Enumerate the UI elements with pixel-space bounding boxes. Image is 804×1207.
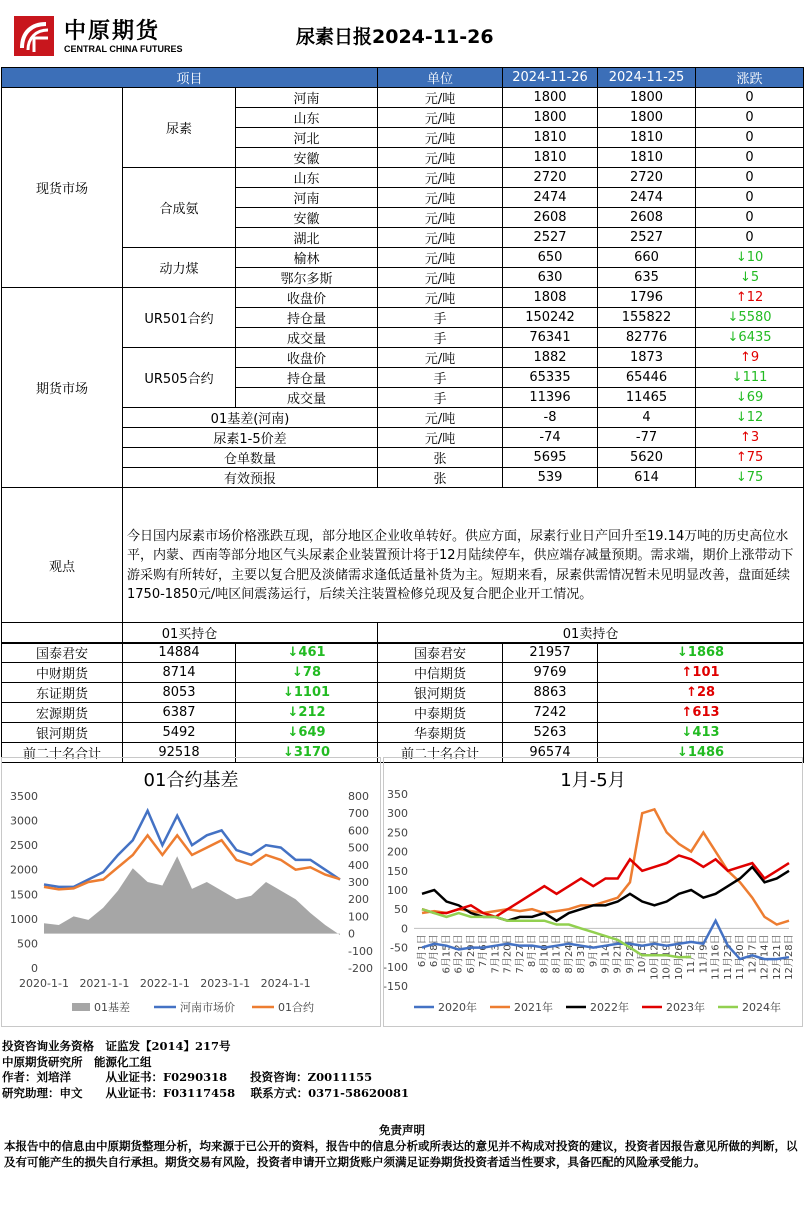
- x-tick: 11月23日: [722, 934, 734, 980]
- x-tick: 7月13日: [490, 934, 502, 974]
- legend-label: 2023年: [666, 1001, 705, 1014]
- broker-name: 中泰期货: [378, 703, 503, 723]
- metric-cell: 成交量: [236, 388, 378, 408]
- legend-label: 2021年: [514, 1001, 553, 1014]
- x-tick: 6月1日: [417, 934, 428, 968]
- y-tick: -150: [384, 980, 408, 993]
- x-tick: 8月24日: [563, 934, 575, 974]
- value-today: 2720: [503, 168, 598, 188]
- x-tick: 11月16日: [710, 934, 722, 980]
- x-tick: 10月12日: [649, 934, 661, 980]
- x-tick: 2021-1-1: [79, 977, 130, 990]
- region-cell: 安徽: [236, 208, 378, 228]
- legend-label: 2020年: [438, 1001, 477, 1014]
- department-line: 中原期货研究所 能源化工组: [2, 1054, 152, 1069]
- basis-chart: [1, 757, 381, 1027]
- broker-name: 国泰君安: [2, 643, 123, 663]
- broker-name: 东证期货: [2, 683, 123, 703]
- position-change: ↑28: [598, 683, 804, 703]
- x-tick: 10月26日: [673, 934, 685, 980]
- position-value: 9769: [503, 663, 598, 683]
- x-tick: 7月20日: [502, 934, 514, 974]
- metric-cell: 仓单数量: [123, 448, 378, 468]
- y-tick: 300: [387, 807, 408, 821]
- broker-name: 前二十名合计: [2, 743, 123, 763]
- value-prev: 65446: [598, 368, 696, 388]
- metric-cell: 01基差(河南): [123, 408, 378, 428]
- table-row: [2, 348, 804, 368]
- value-prev: 5620: [598, 448, 696, 468]
- change-cell: ↓12: [696, 408, 804, 428]
- x-tick: 9月7日: [588, 934, 600, 968]
- report-footer: [2, 1039, 802, 1101]
- unit-cell: 元/吨: [378, 188, 503, 208]
- x-tick: 2020-1-1: [19, 977, 69, 990]
- y-tick-right: -200: [348, 962, 373, 975]
- change-cell: ↓5: [696, 268, 804, 288]
- broker-name: 银河期货: [2, 723, 123, 743]
- y-tick-right: 100: [348, 910, 369, 924]
- value-prev: 2474: [598, 188, 696, 208]
- y-tick-left: 2000: [10, 863, 38, 877]
- spread-chart: [383, 757, 803, 1027]
- value-prev: 155822: [598, 308, 696, 328]
- position-change: ↓649: [236, 723, 378, 743]
- position-change: ↓1868: [598, 643, 804, 663]
- value-prev: 82776: [598, 328, 696, 348]
- long-title: 01买持仓: [2, 623, 378, 643]
- y-tick: 350: [387, 788, 408, 801]
- legend-label: 01合约: [278, 1001, 314, 1014]
- legend-label: 2022年: [590, 1001, 629, 1014]
- broker-name: 前二十名合计: [378, 743, 503, 763]
- y-tick-left: 3500: [10, 790, 38, 803]
- unit-cell: 张: [378, 448, 503, 468]
- header-change: 涨跌: [696, 68, 804, 88]
- y-tick-left: 2500: [10, 839, 38, 853]
- broker-name: 银河期货: [378, 683, 503, 703]
- broker-name: 国泰君安: [378, 643, 503, 663]
- value-today: 1808: [503, 288, 598, 308]
- y-tick: 200: [387, 845, 408, 859]
- company-name-cn: 中原期货: [64, 18, 161, 44]
- value-today: 650: [503, 248, 598, 268]
- change-cell: 0: [696, 128, 804, 148]
- y-tick: 250: [387, 826, 408, 840]
- legend-label: 河南市场价: [180, 1001, 235, 1014]
- x-tick: 6月29日: [465, 934, 477, 974]
- position-row: [2, 723, 804, 743]
- broker-name: 中信期货: [378, 663, 503, 683]
- market-data-table: [1, 67, 804, 644]
- y-tick: 100: [387, 884, 408, 897]
- change-cell: ↑12: [696, 288, 804, 308]
- y-tick-left: 0: [31, 962, 38, 975]
- positions-header-row: [2, 623, 804, 643]
- value-prev: 4: [598, 408, 696, 428]
- unit-cell: 元/吨: [378, 428, 503, 448]
- x-tick: 2023-1-1: [200, 977, 251, 990]
- metric-cell: 尿素1-5价差: [123, 428, 378, 448]
- group-name: 合成氨: [123, 168, 236, 248]
- x-tick: 9月28日: [624, 934, 636, 974]
- report-header: [0, 0, 804, 66]
- legend-label: 2024年: [742, 1001, 781, 1014]
- position-change: ↓78: [236, 663, 378, 683]
- author-line: 作者：刘培洋 从业证书：F0290318 投资咨询：Z0011155: [2, 1070, 373, 1084]
- value-prev: 1873: [598, 348, 696, 368]
- position-value: 96574: [503, 743, 598, 763]
- unit-cell: 元/吨: [378, 268, 503, 288]
- x-tick: 9月21日: [612, 934, 624, 974]
- position-row: [2, 643, 804, 663]
- position-change: ↓1101: [236, 683, 378, 703]
- value-today: -74: [503, 428, 598, 448]
- x-tick: 12月7日: [747, 934, 759, 974]
- value-today: 150242: [503, 308, 598, 328]
- x-tick: 10月19日: [661, 934, 673, 980]
- value-today: 5695: [503, 448, 598, 468]
- change-cell: ↑75: [696, 448, 804, 468]
- position-change: ↓461: [236, 643, 378, 663]
- value-prev: 1810: [598, 128, 696, 148]
- position-value: 8714: [123, 663, 236, 683]
- value-prev: 1800: [598, 108, 696, 128]
- value-today: 1810: [503, 148, 598, 168]
- assistant-line: 研究助理：申文 从业证书：F03117458 联系方式：0371-58620081: [2, 1085, 409, 1100]
- unit-cell: 元/吨: [378, 108, 503, 128]
- table-row: [2, 468, 804, 488]
- position-value: 7242: [503, 703, 598, 723]
- section-spot: 现货市场: [2, 88, 123, 288]
- x-tick: 12月14日: [759, 934, 771, 980]
- value-today: 539: [503, 468, 598, 488]
- x-tick: 2022-1-1: [139, 977, 190, 990]
- x-tick: 8月10日: [539, 934, 551, 974]
- position-value: 14884: [123, 643, 236, 663]
- header-unit: 单位: [378, 68, 503, 88]
- change-cell: ↑3: [696, 428, 804, 448]
- value-today: 1800: [503, 88, 598, 108]
- y-tick: 0: [401, 922, 408, 936]
- y-tick-left: 3000: [10, 814, 38, 828]
- change-cell: 0: [696, 188, 804, 208]
- region-cell: 山东: [236, 108, 378, 128]
- position-value: 5263: [503, 723, 598, 743]
- value-prev: 614: [598, 468, 696, 488]
- y-tick-left: 1000: [10, 912, 38, 926]
- header-date2: 2024-11-25: [598, 68, 696, 88]
- unit-cell: 手: [378, 388, 503, 408]
- region-cell: 河南: [236, 188, 378, 208]
- position-value: 21957: [503, 643, 598, 663]
- unit-cell: 手: [378, 368, 503, 388]
- table-row: [2, 288, 804, 308]
- unit-cell: 元/吨: [378, 128, 503, 148]
- table-row: [2, 88, 804, 108]
- x-tick: 11月30日: [735, 934, 747, 980]
- change-cell: 0: [696, 148, 804, 168]
- change-cell: ↓75: [696, 468, 804, 488]
- change-cell: ↓111: [696, 368, 804, 388]
- position-value: 8053: [123, 683, 236, 703]
- y-tick: -100: [384, 960, 408, 974]
- value-prev: 1800: [598, 88, 696, 108]
- unit-cell: 元/吨: [378, 208, 503, 228]
- legend-swatch: [72, 1003, 90, 1011]
- region-cell: 湖北: [236, 228, 378, 248]
- position-value: 8863: [503, 683, 598, 703]
- x-tick: 12月28日: [784, 934, 795, 980]
- license-line: 投资咨询业务资格 证监发【2014】217号: [2, 1039, 231, 1053]
- section-futures: 期货市场: [2, 288, 123, 488]
- change-cell: 0: [696, 108, 804, 128]
- series-line-1: [44, 811, 340, 887]
- x-tick: 8月3日: [527, 934, 539, 968]
- unit-cell: 元/吨: [378, 228, 503, 248]
- position-change: ↓3170: [236, 743, 378, 763]
- view-row: [2, 488, 804, 644]
- metric-cell: 收盘价: [236, 348, 378, 368]
- table-row: [2, 408, 804, 428]
- change-cell: 0: [696, 228, 804, 248]
- value-today: 65335: [503, 368, 598, 388]
- group-name: 动力煤: [123, 248, 236, 288]
- y-tick-right: 200: [348, 893, 369, 907]
- change-cell: ↓6435: [696, 328, 804, 348]
- value-prev: 660: [598, 248, 696, 268]
- y-tick-right: 400: [348, 858, 369, 872]
- x-tick: 9月14日: [600, 934, 612, 974]
- position-row: [2, 683, 804, 703]
- unit-cell: 元/吨: [378, 248, 503, 268]
- region-cell: 山东: [236, 168, 378, 188]
- table-row: [2, 448, 804, 468]
- header-item: 项目: [2, 68, 378, 88]
- unit-cell: 张: [378, 468, 503, 488]
- table-row: [2, 168, 804, 188]
- x-tick: 11月9日: [698, 934, 710, 974]
- x-tick: 6月22日: [453, 934, 465, 974]
- value-today: 2527: [503, 228, 598, 248]
- x-tick: 11月2日: [686, 934, 698, 974]
- report-title: 尿素日报2024-11-26: [296, 26, 494, 48]
- x-tick: 6月8日: [429, 934, 441, 968]
- y-tick-left: 1500: [10, 888, 38, 902]
- broker-name: 华泰期货: [378, 723, 503, 743]
- region-cell: 河南: [236, 88, 378, 108]
- position-value: 92518: [123, 743, 236, 763]
- series-line-3: [422, 855, 789, 916]
- value-today: 2474: [503, 188, 598, 208]
- basis-area: [44, 856, 340, 935]
- position-change: ↑101: [598, 663, 804, 683]
- value-today: 76341: [503, 328, 598, 348]
- unit-cell: 元/吨: [378, 288, 503, 308]
- change-cell: 0: [696, 168, 804, 188]
- region-cell: 河北: [236, 128, 378, 148]
- position-row: [2, 663, 804, 683]
- change-cell: ↓10: [696, 248, 804, 268]
- short-title: 01卖持仓: [378, 623, 804, 643]
- spread-chart-svg: [384, 758, 802, 1026]
- region-cell: 榆林: [236, 248, 378, 268]
- x-tick: 6月15日: [441, 934, 453, 974]
- value-today: 1800: [503, 108, 598, 128]
- chart-title: 1月-5月: [560, 770, 626, 791]
- region-cell: 安徽: [236, 148, 378, 168]
- position-change: ↓413: [598, 723, 804, 743]
- x-tick: 10月5日: [637, 934, 649, 974]
- metric-cell: 持仓量: [236, 308, 378, 328]
- y-tick-right: 500: [348, 841, 369, 855]
- position-change: ↓212: [236, 703, 378, 723]
- value-prev: 2720: [598, 168, 696, 188]
- metric-cell: 持仓量: [236, 368, 378, 388]
- change-cell: ↓5580: [696, 308, 804, 328]
- metric-cell: 收盘价: [236, 288, 378, 308]
- value-today: 11396: [503, 388, 598, 408]
- unit-cell: 元/吨: [378, 168, 503, 188]
- broker-name: 中财期货: [2, 663, 123, 683]
- y-tick: 50: [394, 903, 408, 917]
- value-prev: 2527: [598, 228, 696, 248]
- x-tick: 7月27日: [514, 934, 526, 974]
- group-name: 尿素: [123, 88, 236, 168]
- value-prev: 635: [598, 268, 696, 288]
- chart-title: 01合约基差: [143, 770, 239, 791]
- contract-name: UR505合约: [123, 348, 236, 408]
- company-name-en: CENTRAL CHINA FUTURES: [64, 44, 183, 54]
- contract-name: UR501合约: [123, 288, 236, 348]
- unit-cell: 元/吨: [378, 408, 503, 428]
- broker-name: 宏源期货: [2, 703, 123, 723]
- y-tick-right: 700: [348, 807, 369, 821]
- metric-cell: 有效预报: [123, 468, 378, 488]
- position-change: ↑613: [598, 703, 804, 723]
- unit-cell: 手: [378, 328, 503, 348]
- x-tick: 8月17日: [551, 934, 563, 974]
- view-text: 今日国内尿素市场价格涨跌互现，部分地区企业收单转好。供应方面，尿素行业日产回升至19.14万吨的历史高位水平，内蒙、西南等部分地区气头尿素企业装置预计将于12月陆续停车，供应端存减量预期。需求端，期价上涨带动下游采购有所转好，主要以复合肥及淡储需求逢低适量补货为主。短期来看，尿素供需情况暂未见明显改善，盘面延续1750-1850元/吨区间震荡运行，后续关注装置检修兑现及复合肥企业开工情况。: [123, 488, 804, 644]
- disclaimer-title: 免责声明: [379, 1123, 425, 1137]
- y-tick-right: 600: [348, 824, 369, 838]
- value-today: 630: [503, 268, 598, 288]
- position-value: 5492: [123, 723, 236, 743]
- change-cell: 0: [696, 88, 804, 108]
- y-tick-right: -100: [348, 944, 373, 958]
- unit-cell: 元/吨: [378, 348, 503, 368]
- legend-label: 01基差: [94, 1001, 130, 1014]
- basis-chart-svg: [2, 758, 380, 1026]
- y-tick-left: 500: [17, 937, 38, 951]
- table-header-row: [2, 68, 804, 88]
- value-prev: -77: [598, 428, 696, 448]
- view-label: 观点: [2, 488, 123, 644]
- position-change: ↓1486: [598, 743, 804, 763]
- y-tick: -50: [390, 941, 408, 955]
- x-tick: 8月31日: [576, 934, 588, 974]
- position-value: 6387: [123, 703, 236, 723]
- y-tick-right: 300: [348, 876, 369, 889]
- disclaimer-section: [0, 1108, 804, 1207]
- company-logo-icon: [14, 16, 54, 56]
- change-cell: ↓69: [696, 388, 804, 408]
- value-today: 2608: [503, 208, 598, 228]
- series-line-1: [422, 809, 789, 924]
- table-row: [2, 428, 804, 448]
- change-cell: ↑9: [696, 348, 804, 368]
- region-cell: 鄂尔多斯: [236, 268, 378, 288]
- x-tick: 2024-1-1: [260, 977, 311, 990]
- value-prev: 11465: [598, 388, 696, 408]
- value-today: 1810: [503, 128, 598, 148]
- unit-cell: 元/吨: [378, 148, 503, 168]
- value-prev: 2608: [598, 208, 696, 228]
- value-prev: 1810: [598, 148, 696, 168]
- y-tick: 150: [387, 864, 408, 878]
- unit-cell: 手: [378, 308, 503, 328]
- unit-cell: 元/吨: [378, 88, 503, 108]
- value-today: 1882: [503, 348, 598, 368]
- position-row: [2, 703, 804, 723]
- value-today: -8: [503, 408, 598, 428]
- disclaimer-body: 本报告中的信息由中原期货整理分析，均来源于已公开的资料，报告中的信息分析或所表达的意见并不构成对投资的建议，投资者因报告意见所做的判断，以及有可能产生的损失自行承担。期货交易有风险，投资者申请开立期货账户须满足证券期货投资者适当性要求，具备匹配的风险承受能力。: [4, 1139, 798, 1169]
- y-tick-right: 0: [348, 927, 355, 941]
- x-tick: 7月6日: [478, 934, 490, 968]
- change-cell: 0: [696, 208, 804, 228]
- x-tick: 12月21日: [771, 934, 783, 980]
- header-date1: 2024-11-26: [503, 68, 598, 88]
- y-tick-right: 800: [348, 790, 369, 803]
- value-prev: 1796: [598, 288, 696, 308]
- metric-cell: 成交量: [236, 328, 378, 348]
- table-row: [2, 248, 804, 268]
- positions-table: [1, 622, 804, 763]
